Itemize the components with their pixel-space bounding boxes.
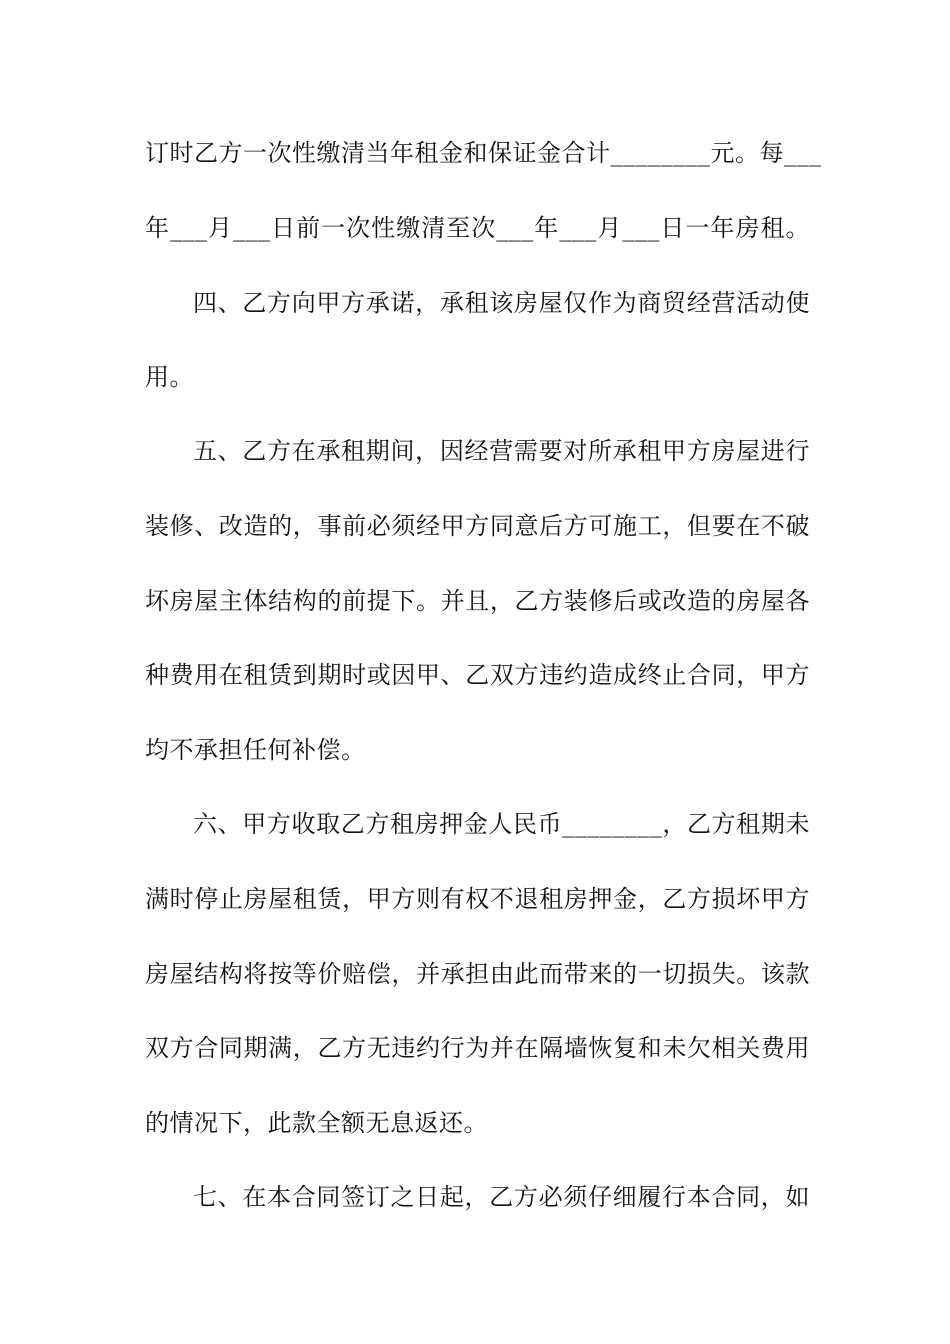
paragraph-5-start: 五、乙方在承租期间，因经营需要对所承租甲方房屋进行	[193, 437, 810, 465]
text-line: 坏房屋主体结构的前提下。并且，乙方装修后或改造的房屋各	[145, 587, 810, 615]
text-line: 装修、改造的，事前必须经甲方同意后方可施工，但要在不破	[145, 512, 810, 540]
paragraph-7-start: 七、在本合同签订之日起，乙方必须仔细履行本合同，如	[193, 1183, 810, 1211]
paragraph-6-start: 六、甲方收取乙方租房押金人民币________，乙方租期未	[193, 810, 810, 838]
text-line: 用。	[145, 363, 194, 391]
text-line: 房屋结构将按等价赔偿，并承担由此而带来的一切损失。该款	[145, 960, 810, 988]
text-line: 满时停止房屋租赁，甲方则有权不退租房押金，乙方损坏甲方	[145, 885, 810, 913]
text-line: 双方合同期满，乙方无违约行为并在隔墙恢复和未欠相关费用	[145, 1034, 810, 1062]
text-line: 种费用在租赁到期时或因甲、乙双方违约造成终止合同，甲方	[145, 661, 810, 689]
text-line: 均不承担任何补偿。	[145, 736, 366, 764]
paragraph-4-start: 四、乙方向甲方承诺，承租该房屋仅作为商贸经营活动使	[193, 289, 810, 317]
text-line: 订时乙方一次性缴清当年租金和保证金合计________元。每___	[145, 139, 822, 167]
text-line: 年___月___日前一次性缴清至次___年___月___日一年房租。	[145, 214, 810, 242]
text-line: 的情况下，此款全额无息返还。	[145, 1109, 488, 1137]
